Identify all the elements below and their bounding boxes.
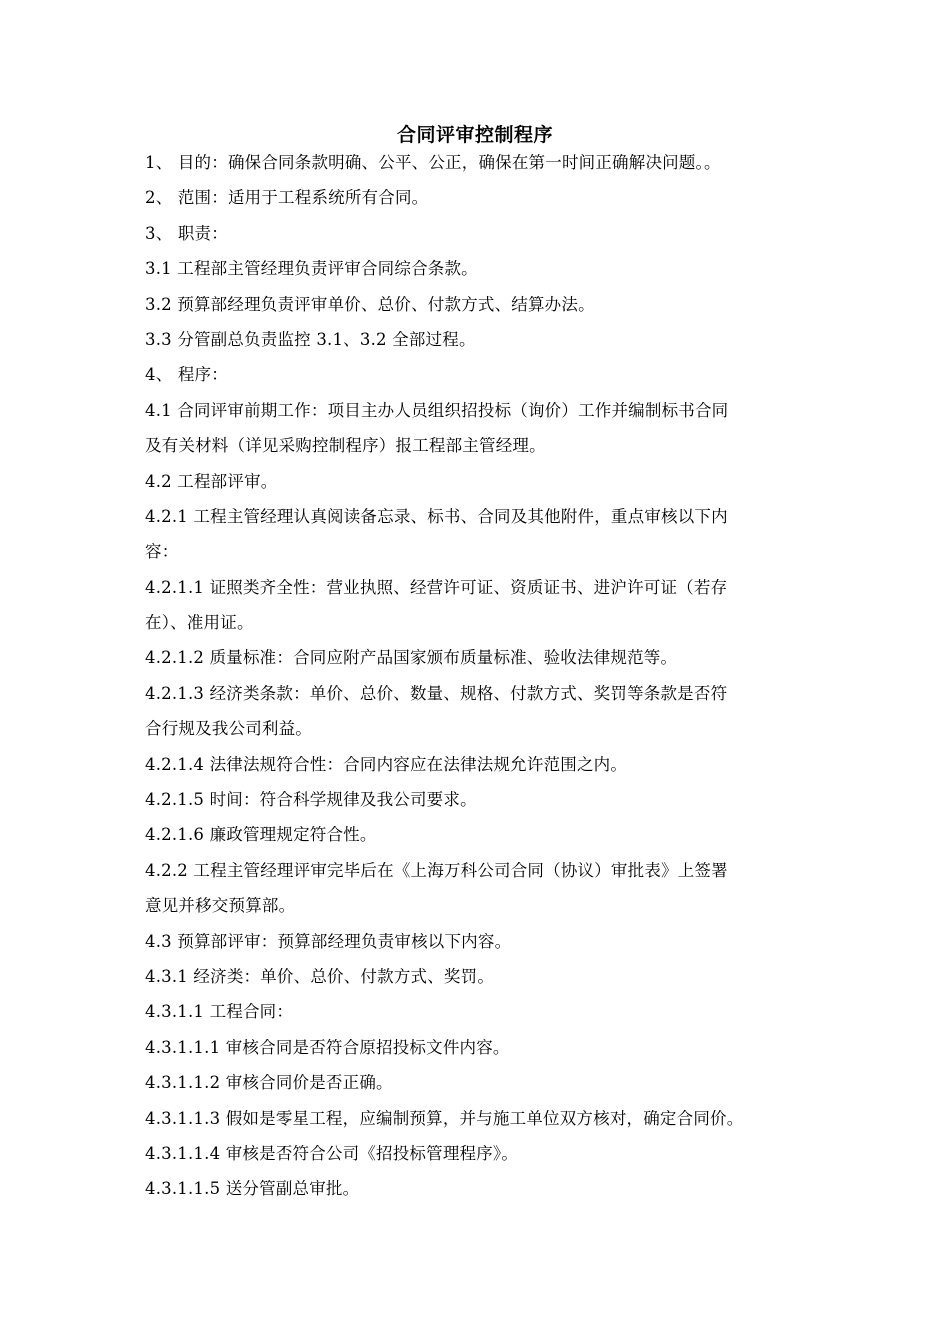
line-4-3-1-1-3: 4.3.1.1.3 假如是零星工程，应编制预算，并与施工单位双方核对，确定合同价。 <box>145 1108 744 1128</box>
line-4-2-1-6: 4.2.1.6 廉政管理规定符合性。 <box>145 825 377 845</box>
line-4-2-1: 4.2.1 工程主管经理认真阅读备忘录、标书、合同及其他附件，重点审核以下内 <box>145 506 728 526</box>
line-4-3-1-1-4: 4.3.1.1.4 审核是否符合公司《招投标管理程序》。 <box>145 1143 519 1163</box>
line-4-2-2: 4.2.2 工程主管经理评审完毕后在《上海万科公司合同（协议）审批表》上签署 <box>145 860 728 880</box>
line-4-1-cont: 及有关材料（详见采购控制程序）报工程部主管经理。 <box>145 436 546 456</box>
line-4-3: 4.3 预算部评审：预算部经理负责审核以下内容。 <box>145 931 512 951</box>
line-4-2-1-1-cont: 在）、准用证。 <box>145 613 254 633</box>
line-responsibilities-heading: 3、 职责： <box>145 223 228 243</box>
line-4-2-1-2: 4.2.1.2 质量标准：合同应附产品国家颁布质量标准、验收法律规范等。 <box>145 648 678 668</box>
line-4-2-1-3: 4.2.1.3 经济类条款：单价、总价、数量、规格、付款方式、奖罚等条款是否符 <box>145 683 728 703</box>
document-title: 合同评审控制程序 <box>396 124 553 146</box>
line-4-2-1-1: 4.2.1.1 证照类齐全性：营业执照、经营许可证、资质证书、进沪许可证（若存 <box>145 577 728 597</box>
document-body <box>145 145 810 1207</box>
line-4-2-2-cont: 意见并移交预算部。 <box>145 896 296 916</box>
line-3-2: 3.2 预算部经理负责评审单价、总价、付款方式、结算办法。 <box>145 294 595 314</box>
line-4-3-1-1-5: 4.3.1.1.5 送分管副总审批。 <box>145 1179 360 1199</box>
line-4-2-1-5: 4.2.1.5 时间：符合科学规律及我公司要求。 <box>145 790 477 810</box>
line-3-1: 3.1 工程部主管经理负责评审合同综合条款。 <box>145 259 478 279</box>
line-4-2-1-4: 4.2.1.4 法律法规符合性：合同内容应在法律法规允许范围之内。 <box>145 754 628 774</box>
line-4-2: 4.2 工程部评审。 <box>145 471 278 491</box>
line-4-3-1-1-1: 4.3.1.1.1 审核合同是否符合原招投标文件内容。 <box>145 1037 510 1057</box>
line-4-1: 4.1 合同评审前期工作：项目主办人员组织招投标（询价）工作并编制标书合同 <box>145 400 729 420</box>
line-3-3: 3.3 分管副总负责监控 3.1、3.2 全部过程。 <box>145 329 476 349</box>
line-4-3-1-1-2: 4.3.1.1.2 审核合同价是否正确。 <box>145 1073 393 1093</box>
line-4-2-1-cont: 容： <box>145 542 179 562</box>
line-purpose: 1、 目的：确保合同条款明确、公平、公正，确保在第一时间正确解决问题。。 <box>145 153 721 172</box>
line-4-3-1-1: 4.3.1.1 工程合同： <box>145 1002 294 1022</box>
line-4-3-1: 4.3.1 经济类：单价、总价、付款方式、奖罚。 <box>145 966 495 986</box>
line-procedure-heading: 4、 程序： <box>145 365 228 385</box>
line-scope: 2、 范围：适用于工程系统所有合同。 <box>145 188 429 208</box>
line-4-2-1-3-cont: 合行规及我公司利益。 <box>145 719 312 739</box>
